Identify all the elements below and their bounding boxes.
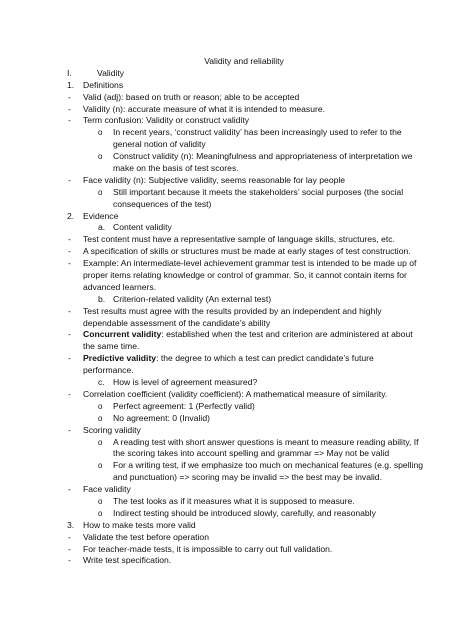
list-marker: - — [68, 543, 71, 554]
list-marker: o — [98, 496, 103, 506]
line-text: Validity — [97, 67, 125, 78]
line-text: Concurrent validity: established when the test and criterion are administered at about — [83, 329, 413, 340]
outline-line — [0, 294, 474, 306]
outline-line — [0, 484, 474, 496]
line-text: dependable assessment of the candidate’s ability — [83, 317, 271, 328]
outline-line — [0, 377, 474, 389]
list-marker: - — [68, 234, 71, 245]
outline-line — [0, 318, 474, 330]
list-marker: o — [98, 187, 103, 197]
line-text: Indirect testing should be introduced slowly, carefully, and reasonably — [113, 507, 376, 518]
outline-line — [0, 329, 474, 341]
outline-line — [0, 544, 474, 556]
outline-line — [0, 353, 474, 365]
outline-line — [0, 175, 474, 187]
line-text: Test content must have a representative sample of language skills, structures, etc. — [83, 234, 395, 245]
outline-line — [0, 413, 474, 425]
line-text: general notion of validity — [113, 139, 206, 150]
line-text: Definitions — [83, 79, 124, 90]
list-marker: o — [98, 413, 103, 423]
line-text: proper items relating knowledge or control of grammar. So, it cannot contain items for — [83, 270, 407, 281]
outline-line — [0, 282, 474, 294]
line-text: In recent years, ‘construct validity’ has been increasingly used to refer to the — [113, 127, 402, 138]
line-text: Perfect agreement: 1 (Perfectly valid) — [113, 400, 255, 411]
line-text: and punctuation) => scoring may be invalid => the best may be invalid. — [113, 472, 382, 483]
list-marker: - — [68, 246, 71, 257]
line-text: make on the basis of test scores. — [113, 163, 239, 174]
outline-line — [0, 139, 474, 151]
line-text: Example: An intermediate-level achievement grammar test is intended to be made up of — [83, 258, 417, 269]
list-marker: - — [68, 531, 71, 542]
outline-line — [0, 80, 474, 92]
line-text: Correlation coefficient (validity coefficient): A mathematical measure of similarity. — [83, 388, 388, 399]
outline-line — [0, 448, 474, 460]
line-text: How to make tests more valid — [83, 519, 196, 530]
outline-line — [0, 270, 474, 282]
line-text: Construct validity (n): Meaningfulness and appropriateness of interpretation we — [113, 151, 413, 162]
line-text: Validate the test before operation — [83, 531, 209, 542]
line-text: Evidence — [83, 210, 119, 221]
line-text: Term confusion: Validity or construct validity — [83, 115, 250, 126]
list-marker: - — [68, 115, 71, 126]
list-marker: b. — [98, 293, 106, 304]
outline-line — [0, 151, 474, 163]
outline-line — [0, 389, 474, 401]
list-marker: - — [68, 91, 71, 102]
line-text: performance. — [83, 365, 134, 376]
document-page — [0, 56, 474, 567]
outline-line — [0, 437, 474, 449]
list-marker: - — [68, 305, 71, 316]
outline-line — [0, 365, 474, 377]
line-text: A reading test with short answer questions is meant to measure reading ability, If — [113, 436, 419, 447]
outline-line — [0, 401, 474, 413]
line-text: Scoring validity — [83, 424, 141, 435]
outline-line — [0, 472, 474, 484]
outline-line — [0, 425, 474, 437]
outline-line — [0, 508, 474, 520]
line-text: Validity (n): accurate measure of what it is intended to measure. — [83, 103, 326, 114]
line-text: Content validity — [113, 222, 172, 233]
list-marker: 2. — [67, 210, 75, 221]
list-marker: - — [68, 555, 71, 566]
line-text: Still important because it meets the stakeholders’ social purposes (the social — [113, 186, 404, 197]
outline-line — [0, 246, 474, 258]
bold-term: Predictive validity — [83, 353, 157, 364]
list-marker: - — [68, 103, 71, 114]
outline-line — [0, 496, 474, 508]
outline-line — [0, 532, 474, 544]
list-marker: - — [68, 174, 71, 185]
list-marker: - — [68, 353, 71, 364]
line-text: Face validity — [83, 484, 131, 495]
line-text: Face validity (n): Subjective validity, seems reasonable for lay people — [83, 174, 346, 185]
list-marker: o — [98, 437, 103, 447]
line-text: A specification of skills or structures must be made at early stages of test construction. — [83, 246, 411, 257]
outline-line — [0, 306, 474, 318]
list-marker: - — [68, 329, 71, 340]
document-title: Validity and reliability — [204, 56, 284, 66]
line-text: Test results must agree with the results provided by an independent and highly — [83, 305, 382, 316]
line-text: Predictive validity: the degree to which a test can predict candidate’s future — [83, 353, 374, 364]
line-text: the same time. — [83, 341, 140, 352]
outline-line — [0, 555, 474, 567]
outline-line — [0, 460, 474, 472]
outline-line — [0, 199, 474, 211]
line-text: Criterion-related validity (An external test) — [113, 293, 272, 304]
list-marker: 3. — [67, 519, 75, 530]
outline-line — [0, 163, 474, 175]
line-text: the scoring takes into account spelling and grammar => May not be valid — [113, 448, 390, 459]
outline-line — [0, 222, 474, 234]
line-text: Valid (adj): based on truth or reason; able to be accepted — [83, 91, 300, 102]
list-marker: o — [98, 508, 103, 518]
line-text: How is level of agreement measured? — [113, 377, 258, 388]
list-marker: I. — [67, 67, 72, 78]
outline-line — [0, 187, 474, 199]
document-body — [0, 68, 474, 567]
list-marker: o — [98, 128, 103, 138]
list-marker: 1. — [67, 79, 75, 90]
line-text: No agreement: 0 (Invalid) — [113, 412, 210, 423]
list-marker: - — [68, 424, 71, 435]
list-marker: o — [98, 461, 103, 471]
line-text: For teacher-made tests, it is impossible to carry out full validation. — [83, 543, 333, 554]
line-text: consequences of the test) — [113, 198, 212, 209]
outline-line — [0, 127, 474, 139]
list-marker: o — [98, 401, 103, 411]
line-text: For a writing test, if we emphasize too much on mechanical features (e.g. spelling — [113, 460, 424, 471]
outline-line — [0, 115, 474, 127]
list-marker: - — [68, 258, 71, 269]
outline-line — [0, 258, 474, 270]
outline-line — [0, 104, 474, 116]
outline-line — [0, 234, 474, 246]
outline-line — [0, 92, 474, 104]
list-marker: c. — [98, 377, 105, 388]
list-marker: a. — [98, 222, 106, 233]
outline-line — [0, 68, 474, 80]
bold-term: Concurrent validity — [83, 329, 162, 340]
outline-line — [0, 520, 474, 532]
outline-line — [0, 211, 474, 223]
line-text: Write test specification. — [83, 555, 172, 566]
outline-line — [0, 341, 474, 353]
list-marker: - — [68, 484, 71, 495]
line-text: The test looks as if it measures what it is supposed to measure. — [113, 495, 355, 506]
list-marker: - — [68, 388, 71, 399]
line-text: advanced learners. — [83, 281, 157, 292]
list-marker: o — [98, 152, 103, 162]
